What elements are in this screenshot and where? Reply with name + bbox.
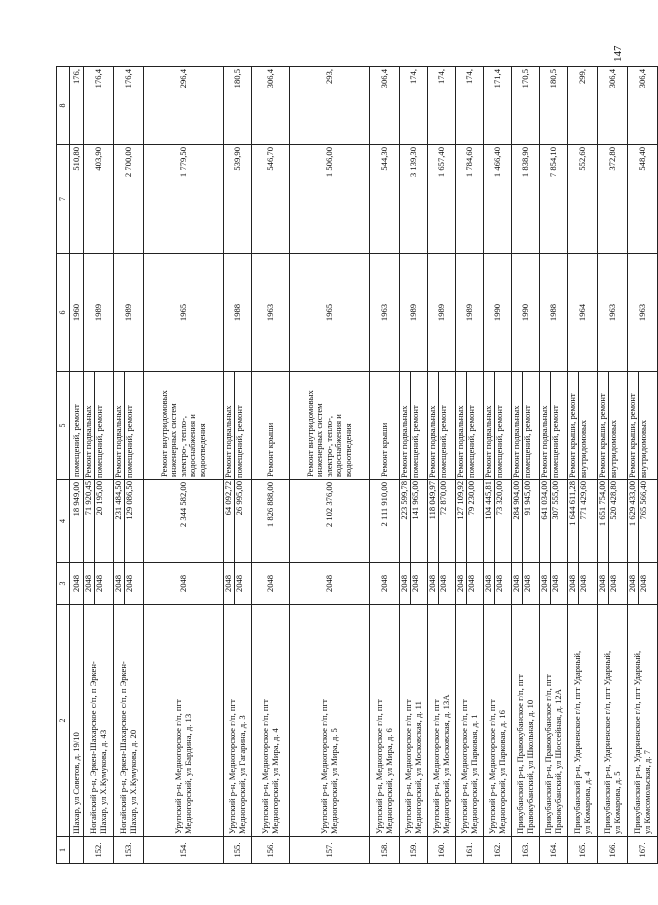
row-number-cell: 167. xyxy=(628,837,658,864)
area-cell: 1 657,40 xyxy=(428,145,456,254)
works-cell xyxy=(70,372,84,480)
table-row xyxy=(512,67,540,864)
cost-value: 2 344 582,00 xyxy=(177,482,188,528)
works-line: помещений, ремонт xyxy=(234,405,244,478)
year-value: 2048 xyxy=(598,563,609,604)
cost-value: 223 599,78 xyxy=(400,480,411,562)
row-number-cell: 161. xyxy=(456,837,484,864)
cost-cell xyxy=(628,480,658,563)
area-cell: 1 466,40 xyxy=(484,145,512,254)
cost-value: 64 092,72 xyxy=(224,480,235,562)
row-number-cell: 163. xyxy=(512,837,540,864)
column-number-7: 7 xyxy=(57,145,70,254)
table-body xyxy=(70,67,658,864)
year-cell xyxy=(290,563,370,605)
cost-value: 129 086,50 xyxy=(124,481,134,520)
works-cell xyxy=(290,372,370,480)
year-value: 2048 xyxy=(568,563,579,604)
works-line: водоснабжения и xyxy=(333,414,344,477)
address-line: Ногайский р-н, Эркен-Шахарское с/п, п Эркен- xyxy=(118,661,129,834)
row-number-cell: 156. xyxy=(252,837,290,864)
year-cell xyxy=(252,563,290,605)
column-number-3: 3 xyxy=(57,563,70,605)
year-value: 2048 xyxy=(550,574,560,593)
address-line: Медногорский, ул Бардина, д. 13 xyxy=(182,713,193,834)
address-line: Прикубанский р-н, Ударненское г/п, пгт Ударный, xyxy=(632,650,643,834)
build-year-cell: 1989 xyxy=(400,254,428,372)
year-cell xyxy=(400,563,428,605)
capital-repair-register-table xyxy=(56,66,658,864)
works-line: помещений, ремонт xyxy=(466,405,476,478)
area-cell: 403,90 xyxy=(84,145,114,254)
cost-value: 104 445,81 xyxy=(484,480,495,562)
row-number-cell: 164. xyxy=(540,837,568,864)
build-year-cell: 1963 xyxy=(598,254,628,372)
address-line: Медногорский, ул Московская, д. 13А xyxy=(440,694,451,834)
term-cell: 296,4 xyxy=(144,67,224,145)
address-line: Урупский р-н, Медногорское г/п, пгт xyxy=(260,699,271,834)
year-cell xyxy=(224,563,252,605)
works-line: водоотведения xyxy=(196,423,207,477)
address-line: Шахар, ул Советов, д. 19/10 xyxy=(70,732,81,834)
area-cell: 548,40 xyxy=(628,145,658,254)
address-cell xyxy=(540,605,568,837)
year-value: 2048 xyxy=(70,574,81,593)
address-line: Медногорский, ул Мира, д. 4 xyxy=(269,728,280,834)
address-line: Урупский р-н, Медногорское г/п, пгт xyxy=(227,699,238,834)
year-cell xyxy=(114,563,144,605)
table-row xyxy=(568,67,598,864)
table-row xyxy=(400,67,428,864)
table-row xyxy=(144,67,224,864)
build-year-cell: 1990 xyxy=(484,254,512,372)
works-line: Ремонт подвальных xyxy=(84,372,95,479)
table-row xyxy=(540,67,568,864)
address-line: Шахар, ул Х.Кумукова, д. 43 xyxy=(97,729,108,834)
works-line: внутридомовых xyxy=(578,419,588,478)
table-row xyxy=(290,67,370,864)
cost-value: 1 629 433,00 xyxy=(628,480,639,562)
cost-cell xyxy=(114,480,144,563)
address-cell xyxy=(598,605,628,837)
year-value: 2048 xyxy=(638,574,648,593)
works-line: Ремонт крыши xyxy=(378,422,389,477)
address-line: Медногорский, ул Мира, д. 5 xyxy=(328,728,339,834)
address-line: Медногорский, ул Парковая, д. 16 xyxy=(496,710,507,834)
year-cell xyxy=(512,563,540,605)
year-value: 2048 xyxy=(114,563,125,604)
area-cell: 544,30 xyxy=(370,145,400,254)
year-value: 2048 xyxy=(494,574,504,593)
cost-cell xyxy=(456,480,484,563)
address-cell xyxy=(252,605,290,837)
works-line: Ремонт подвальных xyxy=(400,372,411,479)
cost-value: 771 429,60 xyxy=(578,481,588,520)
term-cell: 174, xyxy=(456,67,484,145)
address-line: Медногорский, ул Московская, д. 11 xyxy=(412,701,423,834)
term-cell: 293, xyxy=(290,67,370,145)
cost-cell xyxy=(370,480,400,563)
works-line: Ремонт подвальных xyxy=(540,372,551,479)
column-number-4: 4 xyxy=(57,480,70,563)
works-line: Ремонт крыши, ремонт xyxy=(568,372,579,479)
table-row xyxy=(224,67,252,864)
cost-cell xyxy=(512,480,540,563)
works-line: помещений, ремонт xyxy=(494,405,504,478)
table-row xyxy=(252,67,290,864)
term-cell: 299, xyxy=(568,67,598,145)
build-year-cell: 1988 xyxy=(540,254,568,372)
row-number-cell: 160. xyxy=(428,837,456,864)
term-cell: 170,5 xyxy=(512,67,540,145)
cost-value: 1 651 754,00 xyxy=(598,480,609,562)
works-line: помещений, ремонт xyxy=(522,405,532,478)
cost-value: 141 965,00 xyxy=(410,481,420,520)
works-line: Ремонт подвальных xyxy=(428,372,439,479)
row-number-cell: 162. xyxy=(484,837,512,864)
address-line: Прикубанский р-н, Правокубанское г/п, пгт xyxy=(515,674,526,834)
year-value: 2048 xyxy=(438,574,448,593)
address-cell xyxy=(568,605,598,837)
works-cell xyxy=(84,372,114,480)
year-value: 2048 xyxy=(456,563,467,604)
year-cell xyxy=(428,563,456,605)
address-cell xyxy=(114,605,144,837)
build-year-cell: 1963 xyxy=(628,254,658,372)
address-line: Урупский р-н, Медногорское г/п, пгт xyxy=(319,699,330,834)
address-line: Медногорский, ул Гагарина, д. 3 xyxy=(236,715,247,834)
works-cell xyxy=(428,372,456,480)
works-line: помещений, ремонт xyxy=(410,405,420,478)
cost-value: 1 826 888,00 xyxy=(264,482,275,528)
year-value: 2048 xyxy=(124,574,134,593)
row-number-cell xyxy=(70,837,84,864)
year-value: 2048 xyxy=(378,574,389,593)
cost-value: 641 034,00 xyxy=(540,480,551,562)
address-line: Медногорский, ул Парковая, д. 1 xyxy=(468,714,479,834)
address-cell xyxy=(290,605,370,837)
table-row xyxy=(70,67,84,864)
address-line: ул Комарова, д. 5 xyxy=(611,771,622,834)
works-cell xyxy=(598,372,628,480)
year-value: 2048 xyxy=(410,574,420,593)
address-cell xyxy=(70,605,84,837)
address-line: Прикубанский р-н, Правокубанское г/п, пгт xyxy=(543,674,554,834)
address-line: Урупский р-н, Медногорское г/п, пгт xyxy=(173,699,184,834)
column-number-header-row xyxy=(57,67,70,864)
cost-cell xyxy=(144,480,224,563)
address-cell xyxy=(456,605,484,837)
works-line: Ремонт внутридомовых xyxy=(158,390,169,477)
term-cell: 176,4 xyxy=(114,67,144,145)
table-row xyxy=(428,67,456,864)
year-value: 2048 xyxy=(264,574,275,593)
row-number-cell: 155. xyxy=(224,837,252,864)
works-line: Ремонт крыши, ремонт xyxy=(628,372,639,479)
year-cell xyxy=(144,563,224,605)
area-cell: 539,90 xyxy=(224,145,252,254)
cost-cell xyxy=(540,480,568,563)
works-line: электро-, тепло-, xyxy=(177,415,188,477)
works-line: Ремонт внутридомовых xyxy=(304,390,315,477)
area-cell: 1 506,00 xyxy=(290,145,370,254)
area-cell: 1 779,50 xyxy=(144,145,224,254)
cost-value: 18 949,00 xyxy=(70,482,81,517)
works-line: Ремонт крыши, ремонт xyxy=(598,372,609,479)
build-year-cell: 1965 xyxy=(144,254,224,372)
works-line: Ремонт подвальных xyxy=(484,372,495,479)
table-row xyxy=(484,67,512,864)
works-cell xyxy=(144,372,224,480)
cost-value: 307 555,00 xyxy=(550,481,560,520)
address-line: Прикубанский р-н, Ударненское г/п, пгт Ударный, xyxy=(602,650,613,834)
term-cell: 174, xyxy=(400,67,428,145)
area-cell: 510,80 xyxy=(70,145,84,254)
works-line: внутридомовых xyxy=(638,419,648,478)
address-cell xyxy=(428,605,456,837)
build-year-cell: 1989 xyxy=(84,254,114,372)
area-cell: 1 784,60 xyxy=(456,145,484,254)
year-value: 2048 xyxy=(540,563,551,604)
area-cell: 7 854,10 xyxy=(540,145,568,254)
build-year-cell: 1990 xyxy=(512,254,540,372)
works-line: помещений, ремонт xyxy=(438,405,448,478)
year-value: 2048 xyxy=(522,574,532,593)
works-line: инженерных систем xyxy=(168,403,179,477)
build-year-cell: 1960 xyxy=(70,254,84,372)
year-value: 2048 xyxy=(512,563,523,604)
works-cell xyxy=(484,372,512,480)
works-cell xyxy=(628,372,658,480)
address-line: Урупский р-н, Медногорское г/п, пгт xyxy=(403,699,414,834)
works-cell xyxy=(568,372,598,480)
year-value: 2048 xyxy=(578,574,588,593)
year-cell xyxy=(568,563,598,605)
row-number-cell: 159. xyxy=(400,837,428,864)
works-line: Ремонт подвальных xyxy=(114,372,125,479)
row-number-cell: 157. xyxy=(290,837,370,864)
page-number: 147 xyxy=(612,45,624,62)
cost-value: 284 904,00 xyxy=(512,480,523,562)
year-cell xyxy=(628,563,658,605)
works-line: Ремонт подвальных xyxy=(456,372,467,479)
address-line: Прикубанский р-н, Ударненское г/п, пгт Ударный, xyxy=(572,650,583,834)
address-line: Медногорский, ул Мира, д. 6 xyxy=(383,728,394,834)
cost-value: 765 566,40 xyxy=(638,481,648,520)
column-number-8: 8 xyxy=(57,67,70,145)
works-cell xyxy=(540,372,568,480)
works-cell xyxy=(400,372,428,480)
term-cell: 306,4 xyxy=(598,67,628,145)
cost-value: 72 870,00 xyxy=(438,481,448,516)
term-cell: 180,5 xyxy=(224,67,252,145)
works-line: внутридомовых xyxy=(608,419,618,478)
build-year-cell: 1988 xyxy=(224,254,252,372)
works-cell xyxy=(224,372,252,480)
year-value: 2048 xyxy=(484,563,495,604)
year-cell xyxy=(370,563,400,605)
build-year-cell: 1964 xyxy=(568,254,598,372)
year-value: 2048 xyxy=(84,563,95,604)
cost-value: 127 109,92 xyxy=(456,480,467,562)
works-line: водоснабжения и xyxy=(187,414,198,477)
year-cell xyxy=(70,563,84,605)
cost-value: 26 995,00 xyxy=(234,481,244,516)
year-value: 2048 xyxy=(428,563,439,604)
cost-value: 79 230,00 xyxy=(466,481,476,516)
year-value: 2048 xyxy=(400,563,411,604)
address-line: Урупский р-н, Медногорское г/п, пгт xyxy=(487,699,498,834)
address-line: Шахар, ул Х.Кумукова, д. 20 xyxy=(127,729,138,834)
table-row xyxy=(370,67,400,864)
term-cell: 306,4 xyxy=(370,67,400,145)
works-line: инженерных систем xyxy=(314,403,325,477)
address-cell xyxy=(144,605,224,837)
works-line: Ремонт подвальных xyxy=(224,372,235,479)
address-line: Ногайский р-н, Эркен-Шахарское с/п, п Эркен- xyxy=(88,661,99,834)
cost-value: 20 195,00 xyxy=(94,481,104,516)
works-cell xyxy=(512,372,540,480)
column-number-2: 2 xyxy=(57,605,70,837)
cost-cell xyxy=(224,480,252,563)
area-cell: 3 139,30 xyxy=(400,145,428,254)
works-cell xyxy=(252,372,290,480)
table-row xyxy=(598,67,628,864)
row-number-cell: 154. xyxy=(144,837,224,864)
address-line: ул Комарова, д. 4 xyxy=(581,771,592,834)
column-number-6: 6 xyxy=(57,254,70,372)
year-value: 2048 xyxy=(234,574,244,593)
build-year-cell: 1989 xyxy=(456,254,484,372)
build-year-cell: 1989 xyxy=(114,254,144,372)
cost-value: 1 644 611,28 xyxy=(568,480,579,562)
address-line: Урупский р-н, Медногорское г/п, пгт xyxy=(459,699,470,834)
cost-value: 2 102 376,00 xyxy=(323,482,334,528)
works-cell xyxy=(370,372,400,480)
cost-cell xyxy=(598,480,628,563)
year-value: 2048 xyxy=(608,574,618,593)
cost-cell xyxy=(70,480,84,563)
year-value: 2048 xyxy=(628,563,639,604)
cost-cell xyxy=(400,480,428,563)
cost-cell xyxy=(252,480,290,563)
row-number-cell: 153. xyxy=(114,837,144,864)
build-year-cell: 1965 xyxy=(290,254,370,372)
address-cell xyxy=(370,605,400,837)
cost-value: 73 320,00 xyxy=(494,481,504,516)
works-line: Ремонт подвальных xyxy=(512,372,523,479)
term-cell: 306,4 xyxy=(252,67,290,145)
year-cell xyxy=(484,563,512,605)
term-cell: 171,4 xyxy=(484,67,512,145)
address-line: Урупский р-н, Медногорское г/п, пгт xyxy=(374,699,385,834)
works-line: помещений, ремонт xyxy=(550,405,560,478)
cost-cell xyxy=(568,480,598,563)
cost-value: 231 484,50 xyxy=(114,480,125,562)
address-cell xyxy=(484,605,512,837)
area-cell: 1 838,90 xyxy=(512,145,540,254)
address-cell xyxy=(628,605,658,837)
build-year-cell: 1989 xyxy=(428,254,456,372)
cost-value: 118 049,97 xyxy=(428,480,439,562)
year-cell xyxy=(456,563,484,605)
works-cell xyxy=(456,372,484,480)
address-cell xyxy=(84,605,114,837)
term-cell: 176,4 xyxy=(84,67,114,145)
cost-value: 520 428,80 xyxy=(608,481,618,520)
table-row xyxy=(628,67,658,864)
term-cell: 180,5 xyxy=(540,67,568,145)
cost-value: 91 945,00 xyxy=(522,481,532,516)
row-number-cell: 165. xyxy=(568,837,598,864)
year-cell xyxy=(540,563,568,605)
works-line: водоотведения xyxy=(342,423,353,477)
cost-cell xyxy=(84,480,114,563)
works-line: помещений, ремонт xyxy=(70,404,81,477)
cost-cell xyxy=(290,480,370,563)
address-cell xyxy=(400,605,428,837)
row-number-cell: 152. xyxy=(84,837,114,864)
table-row xyxy=(84,67,114,864)
term-cell: 306,4 xyxy=(628,67,658,145)
row-number-cell: 158. xyxy=(370,837,400,864)
area-cell: 552,60 xyxy=(568,145,598,254)
works-cell xyxy=(114,372,144,480)
year-cell xyxy=(598,563,628,605)
year-value: 2048 xyxy=(224,563,235,604)
works-line: электро-, тепло-, xyxy=(323,415,334,477)
year-value: 2048 xyxy=(94,574,104,593)
rotated-page-content xyxy=(56,67,652,864)
address-line: Правокубанский, ул Школьная, д. 10 xyxy=(524,699,535,834)
cost-value: 71 920,45 xyxy=(84,480,95,562)
address-cell xyxy=(512,605,540,837)
area-cell: 372,80 xyxy=(598,145,628,254)
row-number-cell: 166. xyxy=(598,837,628,864)
address-line: Правокубанский, ул Шоссейная, д. 12А xyxy=(552,689,563,834)
table-row xyxy=(456,67,484,864)
works-line: помещений, ремонт xyxy=(94,405,104,478)
address-line: Урупский р-н, Медногорское г/п, пгт xyxy=(431,699,442,834)
works-line: помещений, ремонт xyxy=(124,405,134,478)
works-line: Ремонт крыши xyxy=(264,422,275,477)
table-row xyxy=(114,67,144,864)
address-cell xyxy=(224,605,252,837)
year-value: 2048 xyxy=(466,574,476,593)
column-number-1: 1 xyxy=(57,837,70,864)
cost-cell xyxy=(428,480,456,563)
area-cell: 2 700,00 xyxy=(114,145,144,254)
term-cell: 174, xyxy=(428,67,456,145)
build-year-cell: 1963 xyxy=(370,254,400,372)
column-number-5: 5 xyxy=(57,372,70,480)
year-value: 2048 xyxy=(323,574,334,593)
year-cell xyxy=(84,563,114,605)
address-line: ул Комсомольская, д. 7 xyxy=(641,750,652,834)
year-value: 2048 xyxy=(177,574,188,593)
term-cell: 176, xyxy=(70,67,84,145)
cost-value: 2 111 910,00 xyxy=(378,482,389,527)
build-year-cell: 1963 xyxy=(252,254,290,372)
area-cell: 546,70 xyxy=(252,145,290,254)
cost-cell xyxy=(484,480,512,563)
